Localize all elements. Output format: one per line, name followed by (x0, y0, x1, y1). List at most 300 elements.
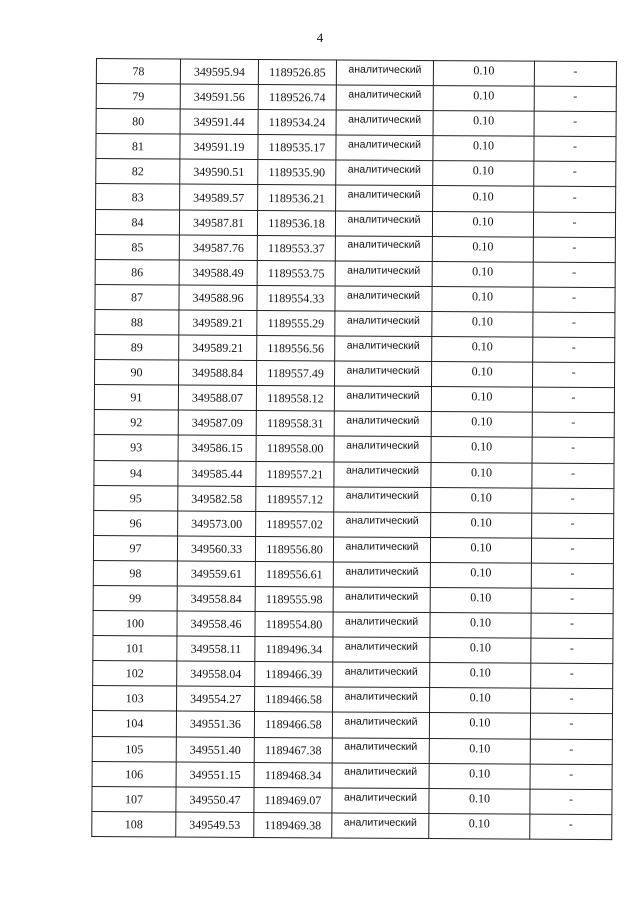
note-cell (534, 86, 616, 112)
y-coordinate-cell: 1189466.39 (255, 662, 333, 688)
accuracy-text: 0.10 (472, 213, 494, 229)
note-text: - (571, 390, 576, 405)
accuracy-cell (429, 788, 530, 814)
note-cell (530, 739, 612, 765)
note-text: - (570, 465, 576, 480)
accuracy-text: 0.10 (472, 188, 494, 203)
method-cell (336, 60, 433, 86)
accuracy-cell (430, 537, 531, 563)
method-text: аналитический (345, 464, 420, 478)
method-cell (332, 763, 429, 789)
accuracy-text: 0.10 (470, 489, 492, 505)
accuracy-cell (431, 362, 532, 388)
table-row (94, 460, 614, 488)
accuracy-cell (430, 663, 531, 689)
method-text: аналитический (345, 615, 419, 628)
table-row (95, 259, 615, 287)
table-row (96, 159, 616, 187)
table-row (93, 560, 613, 588)
method-cell (333, 662, 430, 688)
accuracy-cell (431, 512, 532, 538)
accuracy-text: 0.10 (472, 138, 495, 153)
accuracy-text: 0.10 (473, 63, 495, 78)
point-number-cell: 105 (92, 736, 176, 762)
note-cell (534, 162, 616, 188)
note-text: - (572, 289, 577, 304)
y-coordinate-cell: 1189466.58 (255, 687, 333, 713)
method-cell (333, 562, 430, 588)
x-coordinate-cell: 349550.47 (176, 787, 254, 813)
x-coordinate-cell: 349587.76 (179, 235, 257, 261)
y-coordinate-cell: 1189468.34 (254, 762, 332, 788)
method-text: аналитический (347, 238, 421, 252)
accuracy-text: 0.10 (470, 464, 493, 479)
x-coordinate-cell: 349588.07 (178, 385, 256, 411)
note-cell (534, 61, 616, 87)
table-row (96, 134, 616, 162)
accuracy-text: 0.10 (471, 439, 493, 454)
note-text: - (569, 691, 574, 706)
note-text: - (570, 515, 575, 530)
accuracy-text: 0.10 (471, 339, 493, 354)
method-cell (333, 637, 430, 663)
note-cell (533, 287, 615, 313)
note-cell (534, 187, 616, 213)
method-text: аналитический (347, 188, 421, 202)
coordinates-table (91, 58, 617, 840)
x-coordinate-cell: 349588.84 (179, 360, 257, 386)
table-row (94, 410, 614, 438)
method-text: аналитический (346, 364, 420, 377)
accuracy-cell (431, 412, 532, 438)
note-text: - (571, 365, 576, 380)
accuracy-text: 0.10 (469, 665, 491, 680)
note-cell (531, 538, 613, 564)
x-coordinate-cell: 349573.00 (178, 511, 256, 537)
table-row (93, 661, 613, 689)
note-cell (532, 513, 614, 539)
x-coordinate-cell: 349554.27 (177, 686, 255, 712)
method-text: аналитический (346, 339, 420, 352)
x-coordinate-cell: 349589.21 (179, 310, 257, 336)
method-text: аналитический (347, 163, 421, 177)
accuracy-cell (429, 738, 530, 764)
point-number-cell: 83 (96, 184, 180, 210)
x-coordinate-cell: 349588.49 (179, 260, 257, 286)
table-row (95, 360, 615, 388)
note-text: - (569, 716, 574, 731)
note-cell (530, 789, 612, 815)
note-cell (533, 212, 615, 238)
x-coordinate-cell: 349591.19 (180, 134, 258, 160)
accuracy-cell (430, 613, 531, 639)
accuracy-text: 0.10 (470, 590, 492, 605)
point-number-cell: 93 (94, 435, 178, 461)
note-cell (531, 689, 613, 715)
table-row (93, 585, 613, 613)
note-cell (530, 764, 612, 790)
method-cell (334, 386, 431, 412)
table-row (95, 284, 615, 312)
method-cell (333, 687, 430, 713)
method-cell (332, 788, 429, 814)
table-row (96, 59, 616, 87)
y-coordinate-cell: 1189534.24 (258, 110, 336, 136)
point-number-cell: 100 (93, 611, 177, 637)
accuracy-text: 0.10 (473, 88, 495, 103)
point-number-cell: 94 (94, 460, 178, 486)
method-cell (332, 737, 429, 763)
y-coordinate-cell: 1189535.17 (258, 135, 336, 161)
method-text: аналитический (347, 264, 421, 277)
method-cell (334, 461, 431, 487)
y-coordinate-cell: 1189526.74 (258, 85, 336, 111)
y-coordinate-cell: 1189556.61 (255, 561, 333, 587)
accuracy-text: 0.10 (468, 791, 491, 806)
point-number-cell: 101 (93, 636, 177, 662)
y-coordinate-cell: 1189526.85 (258, 59, 336, 85)
x-coordinate-cell: 349590.51 (180, 159, 258, 185)
method-text: аналитический (344, 740, 418, 754)
x-coordinate-cell: 349587.09 (178, 410, 256, 436)
note-text: - (571, 339, 576, 355)
table-row (94, 435, 614, 463)
x-coordinate-cell: 349551.40 (176, 737, 254, 763)
note-cell (531, 588, 613, 614)
method-cell (332, 813, 429, 839)
x-coordinate-cell: 349582.58 (178, 486, 256, 512)
y-coordinate-cell: 1189466.58 (254, 712, 332, 738)
point-number-cell: 106 (92, 761, 176, 787)
note-text: - (573, 89, 578, 104)
x-coordinate-cell: 349558.46 (177, 611, 255, 637)
method-text: аналитический (347, 289, 421, 302)
method-text: аналитический (345, 489, 419, 503)
method-cell (335, 236, 432, 262)
table-row (93, 686, 613, 714)
method-text: аналитический (344, 715, 418, 729)
table-row (92, 711, 612, 739)
accuracy-text: 0.10 (471, 389, 493, 404)
method-cell (336, 85, 433, 111)
table-row (92, 761, 612, 789)
point-number-cell: 99 (93, 585, 177, 611)
table-row (92, 811, 612, 839)
x-coordinate-cell: 349587.81 (179, 210, 257, 236)
accuracy-cell (433, 136, 534, 162)
accuracy-cell (433, 111, 534, 137)
y-coordinate-cell: 1189553.37 (257, 235, 335, 261)
method-text: аналитический (344, 765, 418, 779)
y-coordinate-cell: 1189557.12 (256, 486, 334, 512)
x-coordinate-cell: 349549.53 (176, 812, 254, 838)
accuracy-cell (430, 638, 531, 664)
accuracy-cell (432, 286, 533, 312)
method-text: аналитический (346, 439, 420, 453)
accuracy-cell (433, 161, 534, 187)
accuracy-text: 0.10 (469, 740, 491, 755)
point-number-cell: 97 (93, 535, 177, 561)
x-coordinate-cell: 349588.96 (179, 285, 257, 311)
method-cell (336, 160, 433, 186)
y-coordinate-cell: 1189536.18 (257, 210, 335, 236)
point-number-cell: 85 (95, 234, 179, 260)
table-row (94, 510, 614, 538)
x-coordinate-cell: 349560.33 (177, 536, 255, 562)
method-cell (334, 512, 431, 538)
accuracy-cell (433, 186, 534, 212)
accuracy-cell (430, 588, 531, 614)
note-text: - (572, 164, 577, 179)
y-coordinate-cell: 1189556.80 (255, 536, 333, 562)
accuracy-text: 0.10 (470, 540, 492, 555)
method-text: аналитический (344, 640, 418, 653)
x-coordinate-cell: 349559.61 (177, 561, 255, 587)
method-cell (334, 361, 431, 387)
point-number-cell: 96 (94, 510, 178, 536)
point-number-cell: 90 (95, 360, 179, 386)
accuracy-text: 0.10 (472, 163, 494, 178)
note-cell (532, 488, 614, 514)
note-text: - (568, 791, 574, 806)
point-number-cell: 108 (92, 811, 176, 837)
note-cell (532, 438, 614, 464)
x-coordinate-cell: 349558.11 (177, 636, 255, 662)
method-cell (334, 436, 431, 462)
note-cell (532, 387, 614, 413)
y-coordinate-cell: 1189555.29 (257, 310, 335, 336)
note-text: - (569, 766, 574, 781)
table-row (92, 736, 612, 764)
accuracy-text: 0.10 (472, 264, 494, 279)
y-coordinate-cell: 1189536.21 (258, 185, 336, 211)
table-row (93, 535, 613, 563)
method-text: аналитический (347, 213, 421, 227)
accuracy-text: 0.10 (470, 615, 492, 630)
point-number-cell: 82 (96, 159, 180, 185)
note-text: - (572, 214, 577, 229)
accuracy-text: 0.10 (469, 690, 491, 705)
note-text: - (568, 816, 573, 831)
note-text: - (571, 314, 576, 329)
method-text: аналитический (345, 515, 419, 528)
method-text: аналитический (346, 389, 420, 402)
table-row (96, 84, 616, 112)
point-number-cell: 98 (93, 560, 177, 586)
note-text: - (571, 440, 576, 455)
note-text: - (570, 565, 575, 580)
x-coordinate-cell: 349589.57 (180, 184, 258, 210)
note-cell (534, 136, 616, 162)
x-coordinate-cell: 349591.56 (180, 84, 258, 110)
table-row (95, 234, 615, 262)
accuracy-text: 0.10 (473, 113, 495, 128)
method-cell (333, 587, 430, 613)
y-coordinate-cell: 1189557.21 (256, 461, 334, 487)
accuracy-cell (432, 211, 533, 237)
method-cell (335, 261, 432, 287)
x-coordinate-cell: 349551.36 (176, 711, 254, 737)
point-number-cell: 95 (94, 485, 178, 511)
y-coordinate-cell: 1189557.02 (256, 511, 334, 537)
accuracy-text: 0.10 (472, 239, 494, 254)
table-row (95, 309, 615, 337)
accuracy-text: 0.10 (472, 289, 494, 304)
table-row (95, 335, 615, 363)
method-text: аналитический (346, 414, 420, 428)
note-text: - (569, 666, 574, 681)
point-number-cell: 79 (96, 84, 180, 110)
point-number-cell: 102 (93, 661, 177, 687)
note-text: - (573, 63, 578, 78)
note-text: - (572, 139, 578, 154)
method-cell (332, 712, 429, 738)
coordinates-table-body (92, 59, 617, 840)
note-text: - (572, 264, 577, 279)
note-text: - (569, 641, 574, 656)
x-coordinate-cell: 349586.15 (178, 435, 256, 461)
method-cell (336, 135, 433, 161)
x-coordinate-cell: 349591.44 (180, 109, 258, 135)
note-cell (533, 312, 615, 338)
method-cell (335, 286, 432, 312)
table-row (94, 485, 614, 513)
method-text: аналитический (347, 138, 422, 152)
x-coordinate-cell: 349551.15 (176, 762, 254, 788)
accuracy-text: 0.10 (470, 515, 492, 530)
note-cell (531, 563, 613, 589)
accuracy-cell (433, 61, 534, 87)
y-coordinate-cell: 1189558.31 (256, 411, 334, 437)
x-coordinate-cell: 349585.44 (178, 461, 256, 487)
note-text: - (571, 415, 576, 430)
y-coordinate-cell: 1189558.00 (256, 436, 334, 462)
y-coordinate-cell: 1189554.33 (257, 285, 335, 311)
y-coordinate-cell: 1189554.80 (255, 612, 333, 638)
y-coordinate-cell: 1189469.07 (254, 787, 332, 813)
method-cell (336, 185, 433, 211)
method-text: аналитический (346, 314, 420, 327)
x-coordinate-cell: 349589.21 (179, 335, 257, 361)
method-text: аналитический (348, 113, 422, 126)
note-cell (530, 714, 612, 740)
method-text: аналитический (344, 690, 418, 704)
point-number-cell: 89 (95, 335, 179, 361)
accuracy-cell (429, 763, 530, 789)
y-coordinate-cell: 1189558.12 (256, 386, 334, 412)
point-number-cell: 103 (93, 686, 177, 712)
point-number-cell: 87 (95, 284, 179, 310)
y-coordinate-cell: 1189496.34 (255, 637, 333, 663)
note-cell (531, 613, 613, 639)
point-number-cell: 78 (96, 59, 180, 85)
table-row (96, 109, 616, 137)
point-number-cell: 80 (96, 109, 180, 135)
note-cell (531, 638, 613, 664)
method-cell (335, 311, 432, 337)
note-cell (534, 111, 616, 137)
table-row (96, 184, 616, 212)
x-coordinate-cell: 349558.04 (177, 661, 255, 687)
method-text: аналитический (345, 565, 419, 578)
note-cell (533, 237, 615, 263)
method-cell (335, 211, 432, 237)
note-cell (530, 814, 612, 840)
note-text: - (573, 114, 578, 129)
method-text: аналитический (345, 590, 419, 603)
y-coordinate-cell: 1189553.75 (257, 260, 335, 286)
point-number-cell: 104 (92, 711, 176, 737)
accuracy-text: 0.10 (468, 816, 490, 831)
method-cell (333, 537, 430, 563)
note-cell (532, 412, 614, 438)
accuracy-text: 0.10 (471, 364, 493, 379)
note-cell (531, 663, 613, 689)
y-coordinate-cell: 1189555.98 (255, 586, 333, 612)
y-coordinate-cell: 1189535.90 (258, 160, 336, 186)
point-number-cell: 92 (94, 410, 178, 436)
method-text: аналитический (348, 88, 422, 101)
y-coordinate-cell: 1189556.56 (257, 336, 335, 362)
y-coordinate-cell: 1189469.38 (254, 812, 332, 838)
accuracy-cell (433, 86, 534, 112)
note-text: - (570, 490, 575, 505)
accuracy-cell (431, 437, 532, 463)
method-text: аналитический (345, 540, 419, 553)
table-row (95, 209, 615, 237)
method-text: аналитический (343, 816, 417, 829)
accuracy-text: 0.10 (471, 414, 493, 429)
accuracy-text: 0.10 (469, 640, 491, 655)
accuracy-text: 0.10 (470, 565, 492, 580)
accuracy-cell (432, 337, 533, 363)
accuracy-cell (431, 487, 532, 513)
note-text: - (572, 239, 577, 254)
point-number-cell: 81 (96, 134, 180, 160)
point-number-cell: 88 (95, 309, 179, 335)
point-number-cell: 84 (95, 209, 179, 235)
point-number-cell: 91 (94, 385, 178, 411)
accuracy-cell (431, 387, 532, 413)
note-cell (533, 337, 615, 363)
point-number-cell: 86 (95, 259, 179, 285)
table-row (93, 611, 613, 639)
accuracy-cell (430, 688, 531, 714)
accuracy-text: 0.10 (469, 765, 491, 781)
y-coordinate-cell: 1189467.38 (254, 737, 332, 763)
note-text: - (570, 590, 575, 605)
accuracy-cell (430, 562, 531, 588)
accuracy-cell (429, 813, 530, 839)
method-text: аналитический (343, 791, 418, 804)
accuracy-cell (432, 311, 533, 337)
y-coordinate-cell: 1189557.49 (257, 361, 335, 387)
note-text: - (570, 616, 575, 631)
table-row (94, 385, 614, 413)
x-coordinate-cell: 349558.84 (177, 586, 255, 612)
accuracy-text: 0.10 (469, 715, 491, 730)
accuracy-cell (431, 462, 532, 488)
note-text: - (569, 741, 574, 756)
method-cell (335, 336, 432, 362)
x-coordinate-cell: 349595.94 (180, 59, 258, 85)
note-text: - (570, 540, 575, 555)
page-number: 4 (316, 30, 324, 45)
note-cell (532, 463, 614, 489)
method-cell (334, 411, 431, 437)
method-cell (336, 110, 433, 136)
note-text: - (572, 189, 577, 204)
